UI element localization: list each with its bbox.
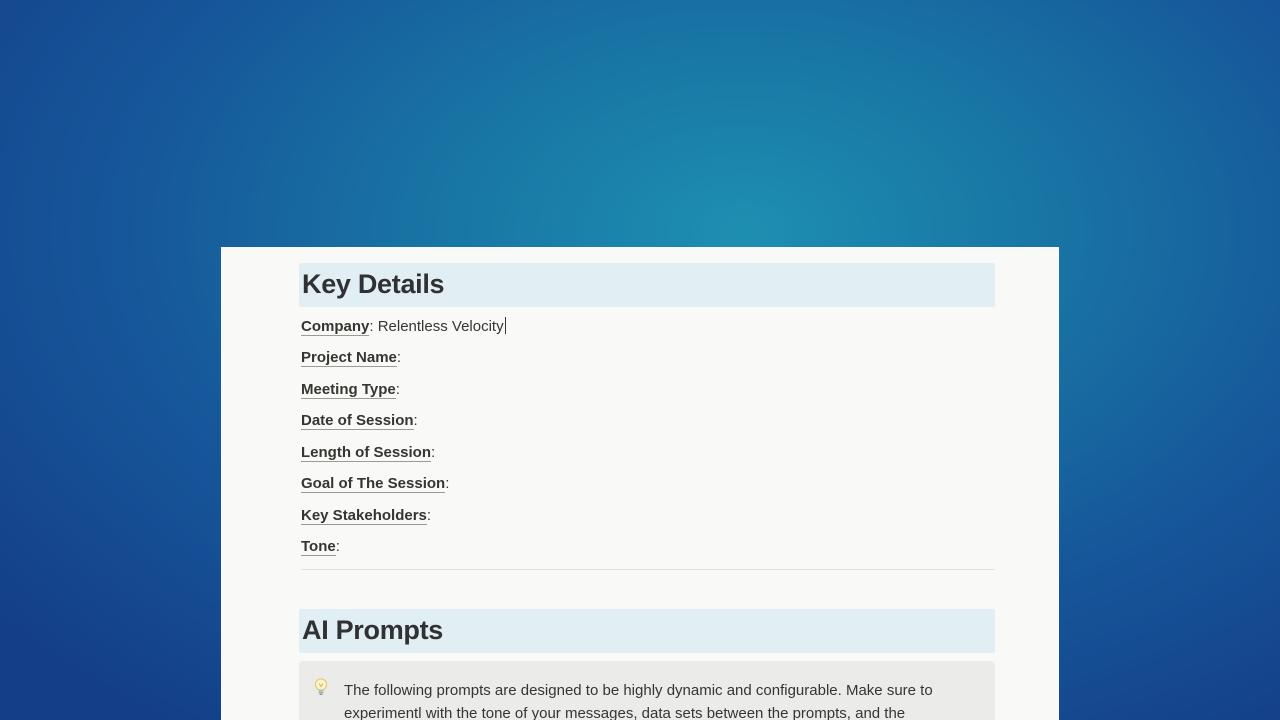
field-row-key-stakeholders[interactable] bbox=[301, 506, 431, 530]
field-row-meeting-type[interactable] bbox=[301, 380, 400, 404]
field-label: Company bbox=[301, 318, 370, 335]
field-label: Project Name bbox=[301, 349, 397, 366]
field-label: Length of Session bbox=[301, 444, 432, 461]
info-callout[interactable] bbox=[299, 661, 995, 720]
field-separator: : bbox=[431, 444, 436, 461]
field-row-project-name[interactable] bbox=[301, 348, 401, 372]
divider bbox=[301, 569, 995, 570]
company-value[interactable]: Relentless Velocity bbox=[377, 318, 504, 335]
field-label: Meeting Type bbox=[301, 381, 396, 398]
callout-text bbox=[344, 679, 984, 720]
field-separator: : bbox=[335, 538, 340, 555]
field-label: Key Stakeholders bbox=[301, 507, 427, 524]
text-cursor bbox=[505, 317, 506, 334]
key-details-heading-block[interactable] bbox=[299, 263, 995, 307]
ai-prompts-heading-block[interactable] bbox=[299, 609, 995, 653]
field-separator: : bbox=[369, 318, 378, 335]
field-separator: : bbox=[445, 475, 450, 492]
field-label: Goal of The Session bbox=[301, 475, 446, 492]
document-page bbox=[221, 247, 1059, 720]
field-label: Date of Session bbox=[301, 412, 414, 429]
field-row-company[interactable] bbox=[301, 317, 506, 341]
field-separator: : bbox=[396, 349, 402, 366]
field-row-length-of-session[interactable] bbox=[301, 443, 435, 467]
callout-line: experimentl with the tone of your messages, data sets between the prompts, and the bbox=[344, 705, 906, 720]
field-row-goal-of-session[interactable] bbox=[301, 474, 449, 498]
lightbulb-icon bbox=[313, 677, 329, 699]
field-separator: : bbox=[413, 412, 418, 429]
field-row-tone[interactable] bbox=[301, 537, 340, 561]
key-details-heading: Key Details bbox=[302, 269, 445, 299]
ai-prompts-heading: AI Prompts bbox=[302, 615, 444, 645]
field-separator: : bbox=[426, 507, 432, 524]
field-separator: : bbox=[395, 381, 400, 398]
field-row-date-of-session[interactable] bbox=[301, 411, 418, 435]
field-label: Tone bbox=[301, 538, 336, 555]
callout-line: The following prompts are designed to be highly dynamic and configurable. Make sure to bbox=[344, 682, 933, 699]
